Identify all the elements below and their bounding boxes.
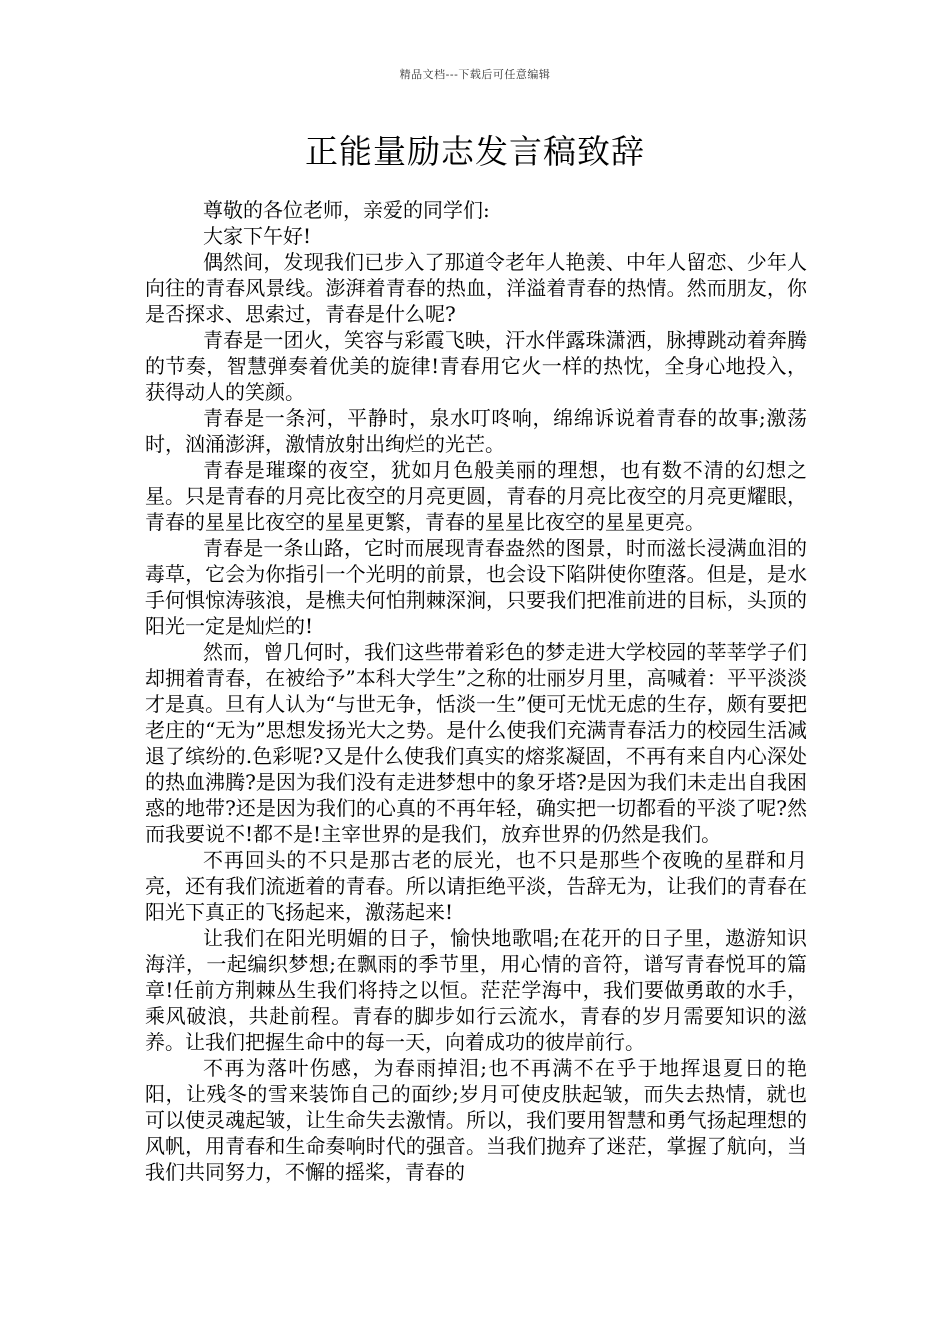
paragraph: 不再回头的不只是那古老的辰光，也不只是那些个夜晚的星群和月亮，还有我们流逝着的青春。所以请拒绝平淡，告辞无为，让我们的青春在阳光下真正的飞扬起来，激荡起来!	[145, 848, 807, 924]
paragraph: 偶然间，发现我们已步入了那道令老年人艳羡、中年人留恋、少年人向往的青春风景线。澎湃着青春的热血，洋溢着青春的热情。然而朋友，你是否探求、思索过，青春是什么呢?	[145, 250, 807, 326]
paragraph: 青春是一条河，平静时，泉水叮咚响，绵绵诉说着青春的故事;激荡时，汹涌澎湃，激情放射出绚烂的光芒。	[145, 406, 807, 456]
paragraph: 青春是一团火，笑容与彩霞飞映，汗水伴露珠潇洒，脉搏跳动着奔腾的节奏，智慧弹奏着优美的旋律!青春用它火一样的热忱，全身心地投入，获得动人的笑颜。	[145, 328, 807, 404]
document-body	[145, 197, 807, 1185]
paragraph: 大家下午好!	[203, 224, 312, 248]
paragraph: 尊敬的各位老师，亲爱的同学们:	[203, 198, 490, 222]
paragraph: 青春是一条山路，它时而展现青春盎然的图景，时而滋长浸满血泪的毒草，它会为你指引一个光明的前景，也会设下陷阱使你堕落。但是，是水手何惧惊涛骇浪，是樵夫何怕荆棘深涧，只要我们把准前进的目标，头顶的阳光一定是灿烂的!	[145, 536, 807, 638]
paragraph: 青春是璀璨的夜空，犹如月色般美丽的理想，也有数不清的幻想之星。只是青春的月亮比夜空的月亮更圆，青春的月亮比夜空的月亮更耀眼，青春的星星比夜空的星星更繁，青春的星星比夜空的星星更亮。	[145, 458, 807, 534]
paragraph: 然而，曾几何时，我们这些带着彩色的梦走进大学校园的莘莘学子们却拥着青春，在被给予”本科大学生”之称的壮丽岁月里，高喊着：平平淡淡才是真。旦有人认为“与世无争，恬淡一生”便可无忧无虑的生存，颇有要把老庄的“无为”思想发扬光大之势。是什么使我们充满青春活力的校园生活减退了缤纷的.色彩呢?又是什么使我们真实的熔浆凝固，不再有来自内心深处的热血沸腾?是因为我们没有走进梦想中的象牙塔?是因为我们未走出自我困惑的地带?还是因为我们的心真的不再年轻，确实把一切都看的平淡了呢?然而我要说不!都不是!主宰世界的是我们，放弃世界的仍然是我们。	[145, 640, 807, 846]
header-note: 精品文档---下载后可任意编辑	[399, 68, 551, 81]
document-title: 正能量励志发言稿致辞	[305, 132, 645, 171]
paragraph: 不再为落叶伤感，为春雨掉泪;也不再满不在乎于地挥退夏日的艳阳，让残冬的雪来装饰自己的面纱;岁月可使皮肤起皱，而失去热情，就也可以使灵魂起皱，让生命失去激情。所以，我们要用智慧和勇气扬起理想的风帆，用青春和生命奏响时代的强音。当我们抛弃了迷茫，掌握了航向，当我们共同努力，不懈的摇桨，青春的	[145, 1056, 807, 1184]
paragraph: 让我们在阳光明媚的日子，愉快地歌唱;在花开的日子里，遨游知识海洋，一起编织梦想;在飘雨的季节里，用心情的音符，谱写青春悦耳的篇章!任前方荆棘丛生我们将持之以恒。茫茫学海中，我们要做勇敢的水手，乘风破浪，共赴前程。青春的脚步如行云流水，青春的岁月需要知识的滋养。让我们把握生命中的每一天，向着成功的彼岸前行。	[145, 926, 807, 1054]
